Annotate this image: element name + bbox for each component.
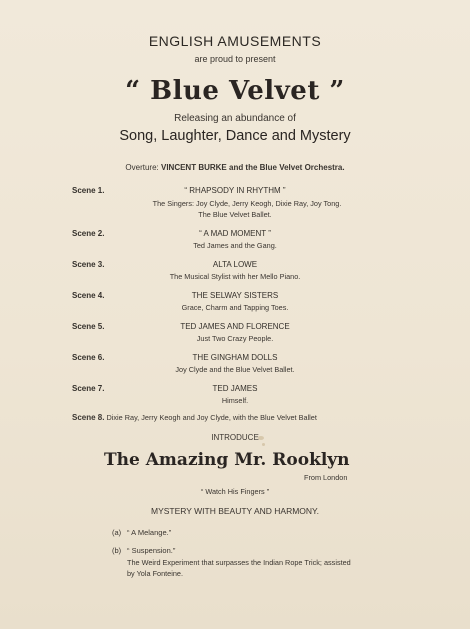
scene-description: Just Two Crazy People. — [196, 334, 274, 343]
item-title: “ Suspension.” — [127, 546, 176, 555]
scene-act: THE GINGHAM DOLLS — [192, 353, 278, 362]
feature-slogan: “ Watch His Fingers ” — [200, 487, 270, 496]
presenter-heading: ENGLISH AMUSEMENTS — [148, 33, 322, 49]
scene-label: Scene 3. — [72, 260, 105, 269]
item-description: The Weird Experiment that surpasses the Indian Rope Trick; assisted — [127, 558, 351, 567]
scene-description: The Musical Stylist with her Mello Piano. — [169, 272, 301, 281]
scene-label: Scene 7. — [72, 384, 105, 393]
scene-description: Himself. — [221, 396, 249, 405]
paper-stain — [262, 443, 265, 446]
scene-act: ALTA LOWE — [212, 260, 258, 269]
item-label: (a) — [112, 528, 122, 537]
scene-act: “ RHAPSODY IN RHYTHM ” — [184, 186, 286, 195]
item-description: by Yola Fonteine. — [127, 569, 183, 578]
proud-line: are proud to present — [194, 54, 276, 64]
scene-description: Ted James and the Gang. — [193, 241, 277, 250]
overture-text: VINCENT BURKE and the Blue Velvet Orchestra. — [160, 163, 345, 172]
overture-prefix: Overture: — [125, 163, 159, 172]
scene-act: TED JAMES AND FLORENCE — [180, 322, 290, 331]
scene-description: The Blue Velvet Ballet. — [198, 210, 272, 219]
releasing-line: Releasing an abundance of — [174, 113, 296, 124]
scene-act: THE SELWAY SISTERS — [191, 291, 279, 300]
introduce-line: INTRODUCE — [211, 433, 259, 442]
scene-label: Scene 5. — [72, 322, 105, 331]
tagline: Song, Laughter, Dance and Mystery — [119, 128, 351, 144]
scene-act: TED JAMES — [212, 384, 258, 393]
show-title: “ Blue Velvet ” — [125, 76, 345, 106]
scene-description: Grace, Charm and Tapping Toes. — [181, 303, 289, 312]
scene-description: Joy Clyde and the Blue Velvet Ballet. — [175, 365, 295, 374]
overture-line — [0, 163, 470, 172]
scene-8-line — [72, 413, 317, 422]
scene-label: Scene 8. — [72, 413, 105, 422]
scene-label: Scene 2. — [72, 229, 105, 238]
scene-act: “ A MAD MOMENT ” — [199, 229, 271, 238]
feature-origin: From London — [304, 473, 348, 482]
scene-label: Scene 6. — [72, 353, 105, 362]
item-label: (b) — [112, 546, 122, 555]
scene-label: Scene 4. — [72, 291, 105, 300]
feature-subtitle: MYSTERY WITH BEAUTY AND HARMONY. — [151, 506, 319, 516]
scene-description: Dixie Ray, Jerry Keogh and Joy Clyde, with the Blue Velvet Ballet — [106, 413, 317, 422]
scene-description: The Singers: Joy Clyde, Jerry Keogh, Dixie Ray, Joy Tong. — [152, 199, 342, 208]
scene-label: Scene 1. — [72, 186, 105, 195]
item-title: “ A Melange.” — [127, 528, 172, 537]
feature-name: The Amazing Mr. Rooklyn — [104, 450, 350, 470]
